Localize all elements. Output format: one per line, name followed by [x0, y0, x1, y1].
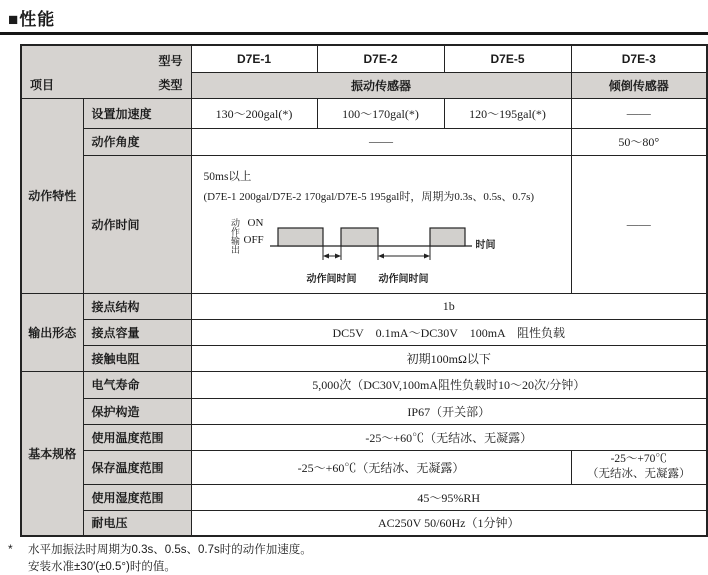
row-label-withstand-voltage: 耐电压	[83, 510, 191, 536]
footnote-asterisk: *	[8, 542, 13, 556]
waveform-diagram	[204, 214, 571, 292]
type-tilt-cell: 倾倒传感器	[571, 72, 707, 98]
storage-temp-d7e3-line2: （无结冰、无凝露）	[587, 468, 691, 480]
waveform-on-label: ON	[247, 216, 264, 229]
group-basic-specs: 基本规格	[21, 371, 83, 536]
table-row	[21, 450, 707, 484]
row-label-operating-humidity: 使用湿度范围	[83, 484, 191, 510]
row-label-set-acceleration: 设置加速度	[83, 98, 191, 128]
cell-electrical-life-value: 5,000次（DC30V,100mA阻性负载时10～20次/分钟）	[191, 371, 707, 398]
operating-time-note-1: 50ms以上	[203, 170, 252, 183]
table-row	[21, 319, 707, 345]
cell-contact-capacity-value: DC5V 0.1mA～DC30V 100mA 阻性负载	[191, 319, 707, 345]
cell-protection-value: IP67（开关部）	[191, 398, 707, 424]
model-header-d7e1: D7E-1	[191, 45, 317, 72]
corner-model-label: 型号	[158, 54, 183, 68]
table-row	[21, 345, 707, 371]
waveform-interval1-label: 动作间时间	[306, 273, 357, 285]
table-row	[21, 293, 707, 319]
table-row	[21, 45, 707, 72]
waveform-off-label: OFF	[243, 233, 264, 246]
spec-table	[20, 44, 708, 537]
row-label-storage-temp: 保存温度范围	[83, 450, 191, 484]
cell-operating-time-d7e3: ——	[571, 155, 707, 293]
waveform-time-label: 时间	[475, 239, 496, 251]
row-label-contact-capacity: 接点容量	[83, 319, 191, 345]
operating-time-note-2: (D7E-1 200gal/D7E-2 170gal/D7E-5 195gal时，周期为0.3s、0.5s、0.7s)	[203, 190, 535, 203]
page-title: ■性能	[0, 0, 708, 35]
footnote-line1: 水平加振法时周期为0.3s、0.5s、0.7s时的动作加速度。	[28, 544, 312, 556]
row-label-operating-time: 动作时间	[83, 155, 191, 293]
cell-operating-temp-value: -25～+60℃（无结冰、无凝露）	[191, 424, 707, 450]
corner-cell	[21, 45, 191, 98]
row-label-protection: 保护构造	[83, 398, 191, 424]
cell-storage-temp-d7e3	[571, 450, 707, 484]
table-row	[21, 155, 707, 293]
cell-operating-angle-d7e3: 50～80°	[571, 128, 707, 155]
corner-item-label: 项目	[30, 77, 55, 92]
waveform-interval2-label: 动作间时间	[378, 273, 429, 285]
model-header-d7e3: D7E-3	[571, 45, 707, 72]
footnote-line2: 安装水准±30′(±0.5°)时的值。	[28, 560, 176, 573]
waveform-pulses-graphic	[270, 216, 480, 268]
group-output-form: 输出形态	[21, 293, 83, 371]
table-row	[21, 98, 707, 128]
group-operating-characteristics: 动作特性	[21, 98, 83, 293]
row-label-contact-resistance: 接触电阻	[83, 345, 191, 371]
footnote	[8, 542, 708, 575]
table-row	[21, 510, 707, 536]
cell-set-acceleration-d7e3: ——	[571, 98, 707, 128]
row-label-operating-temp: 使用温度范围	[83, 424, 191, 450]
row-label-operating-angle: 动作角度	[83, 128, 191, 155]
type-vibration-cell: 振动传感器	[191, 72, 571, 98]
cell-operating-angle-vibration: ——	[191, 128, 571, 155]
cell-operating-time-diagram	[191, 155, 571, 293]
cell-operating-humidity-value: 45～95%RH	[191, 484, 707, 510]
cell-withstand-voltage-value: AC250V 50/60Hz（1分钟）	[191, 510, 707, 536]
table-row	[21, 424, 707, 450]
cell-storage-temp-vibration: -25～+60℃（无结冰、无凝露）	[191, 450, 571, 484]
table-row	[21, 128, 707, 155]
row-label-contact-structure: 接点结构	[83, 293, 191, 319]
corner-type-label: 类型	[158, 77, 183, 92]
storage-temp-d7e3-line1: -25～+70℃	[610, 453, 667, 466]
table-row	[21, 371, 707, 398]
cell-set-acceleration-d7e1: 130～200gal(*)	[191, 98, 317, 128]
model-header-d7e2: D7E-2	[317, 45, 444, 72]
waveform-yaxis-label: 动作输出	[229, 217, 240, 254]
cell-set-acceleration-d7e5: 120～195gal(*)	[444, 98, 571, 128]
table-row	[21, 484, 707, 510]
cell-contact-resistance-value: 初期100mΩ以下	[191, 345, 707, 371]
model-header-d7e5: D7E-5	[444, 45, 571, 72]
cell-set-acceleration-d7e2: 100～170gal(*)	[317, 98, 444, 128]
cell-contact-structure-value: 1b	[191, 293, 707, 319]
table-row	[21, 398, 707, 424]
row-label-electrical-life: 电气寿命	[83, 371, 191, 398]
